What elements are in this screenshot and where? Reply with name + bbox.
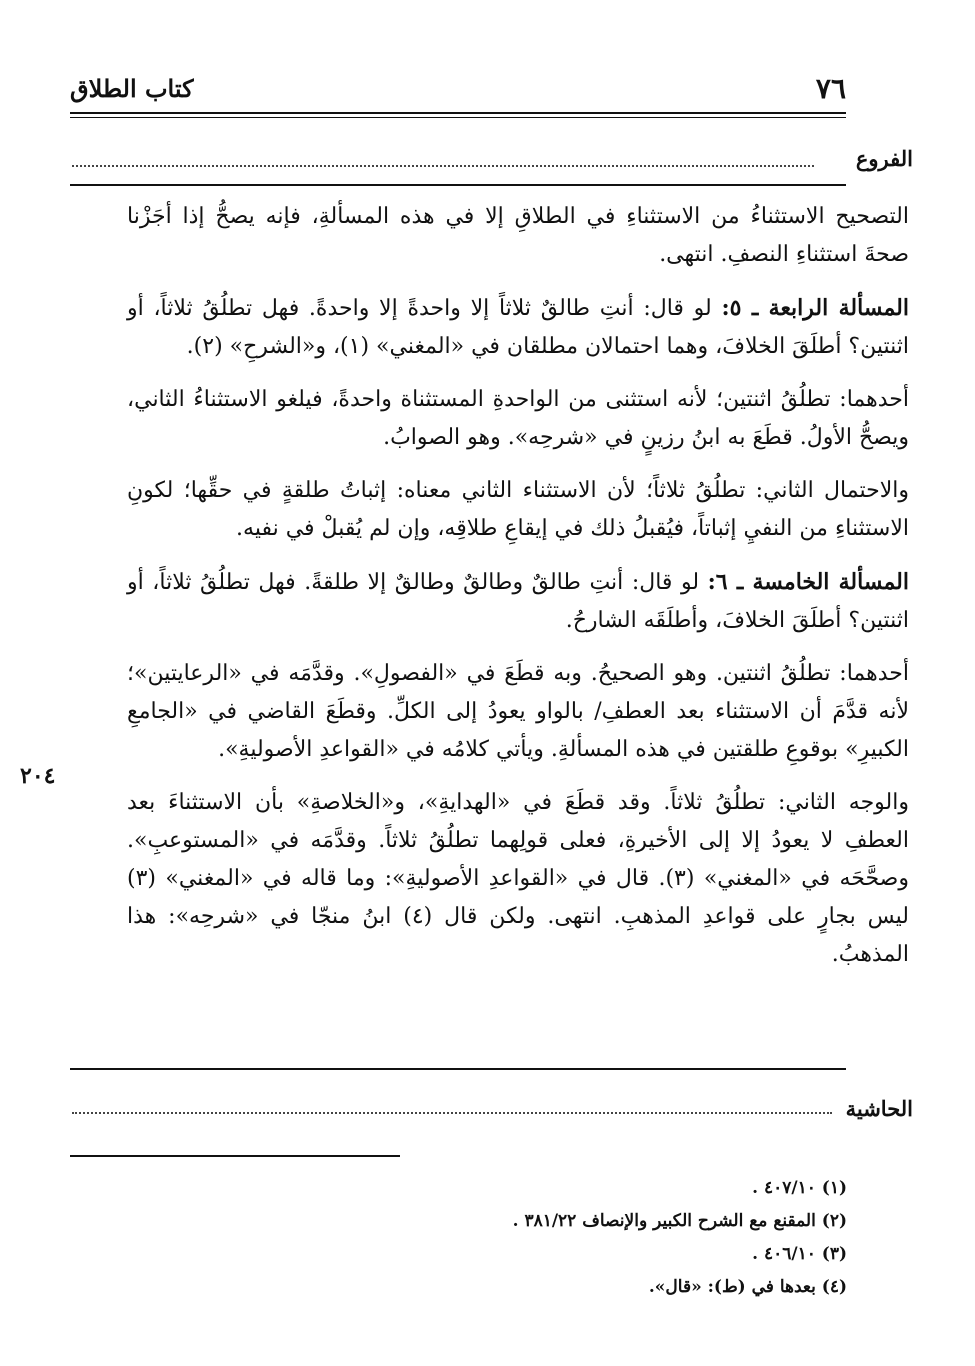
header-rule-thin (70, 117, 846, 118)
paragraph (127, 289, 909, 366)
page-number: ٧٦ (815, 72, 846, 105)
paragraph: أحدهما: تطلُقُ اثنتين. وهو الصحيحُ. وبه قطَعَ في «الفصولِ». وقدَّمَه في «الرعايتين»؛ لأنه قدَّمَ أن الاستثناء بعد العطفِ/ بالواو يعودُ إلى الكلِّ. وقطَعَ القاضي في «الجامعِ الكبيرِ» بوقوعِ طلقتين في هذه المسألةِ. ويأتي كلامُه في «القواعدِ الأصوليةِ». (127, 661, 909, 762)
paragraph: والوجه الثاني: تطلُقُ ثلاثاً. وقد قطَعَ في «الهدايةِ»، و«الخلاصةِ» بأن الاستثناءَ بعد العطفِ لا يعودُ إلا إلى الأخيرةِ، فعلى قولِهما تطلُقُ ثلاثاً. وقدَّمَه في «المستوعبِ». وصحَّحَه في «المغني» (٣). قال في «القواعدِ الأصوليةِ»: وما قاله في «المغني» (٣) ليس بجارٍ على قواعدِ المذهبِ. انتهى. ولكن قال (٤) ابنُ منجّا في «شرحِه»: هذا المذهبُ. (127, 790, 909, 967)
paragraph: والاحتمال الثاني: تطلُقُ ثلاثاً؛ لأن الاستثناء الثاني معناه: إثباتُ طلقةٍ في حقِّها؛ لكونِ الاستثناءِ من النفيِ إثباتاً، فيُقبلُ ذلك في إيقاعِ طلاقِه، وإن لم يُقبلْ في نفيه. (127, 478, 909, 541)
footnotes (87, 1172, 847, 1304)
header-rule (70, 112, 846, 114)
page-header (70, 72, 846, 108)
paragraph: أحدهما: تطلُقُ اثنتين؛ لأنه استثنى من الواحدةِ المستثناة واحدةً، فيلغو الاستثناءُ الثاني، ويصحُّ الأولُ. قطَعَ به ابنُ رزينٍ في «شرحِه». وهو الصوابُ. (127, 387, 909, 450)
footnote: (٣) ٤٠٦/١٠ . (752, 1244, 847, 1264)
paragraph: التصحيح الاستثناءُ من الاستثناءِ في الطلاقِ إلا في هذه المسألةِ، فإنه يصحُّ إذا أجَزْنا صحةَ استثناءِ النصفِ. انتهى. (127, 204, 909, 267)
paragraph-text: لو قال: أنتِ طالقٌ وطالقٌ وطالقٌ إلا طلقةً. فهل تطلُقُ ثلاثاً، أو اثنتين؟ أطلَقَ الخلافَ، وأطلَقَه الشارحُ. (127, 570, 909, 633)
section-rule (70, 184, 846, 186)
issue-heading: المسألة الخامسة ـ ٦: (707, 569, 909, 595)
margin-page-marker: ٢٠٤ (20, 763, 56, 789)
paragraph (127, 563, 909, 640)
dotted-leader (72, 1112, 832, 1114)
dotted-leader (72, 165, 814, 167)
footnote: (٢) المقنع مع الشرح الكبير والإنصاف ٣٨١/٢٢ . (512, 1211, 847, 1231)
main-text (127, 198, 909, 989)
section-label-hashiya: الحاشية (845, 1096, 913, 1121)
book-title: كتاب الطلاق (70, 74, 194, 103)
paragraph-text: لو قال: أنتِ طالقٌ ثلاثاً إلا واحدةً إلا واحدةً. فهل تطلُقُ ثلاثاً، أو اثنتين؟ أطلَقَ الخلافَ، وهما احتمالان مطلقان في «المغني» (١)، و«الشرحِ» (٢). (127, 296, 909, 359)
footnote: (٤) بعدها في (ط): «قال». (648, 1277, 847, 1297)
footnote-rule (70, 1155, 400, 1157)
section-label-furu: الفروع (855, 146, 913, 171)
issue-heading: المسألة الرابعة ـ ٥: (721, 295, 909, 321)
footnote: (١) ٤٠٧/١٠ . (752, 1178, 847, 1198)
body-end-rule (70, 1068, 846, 1070)
